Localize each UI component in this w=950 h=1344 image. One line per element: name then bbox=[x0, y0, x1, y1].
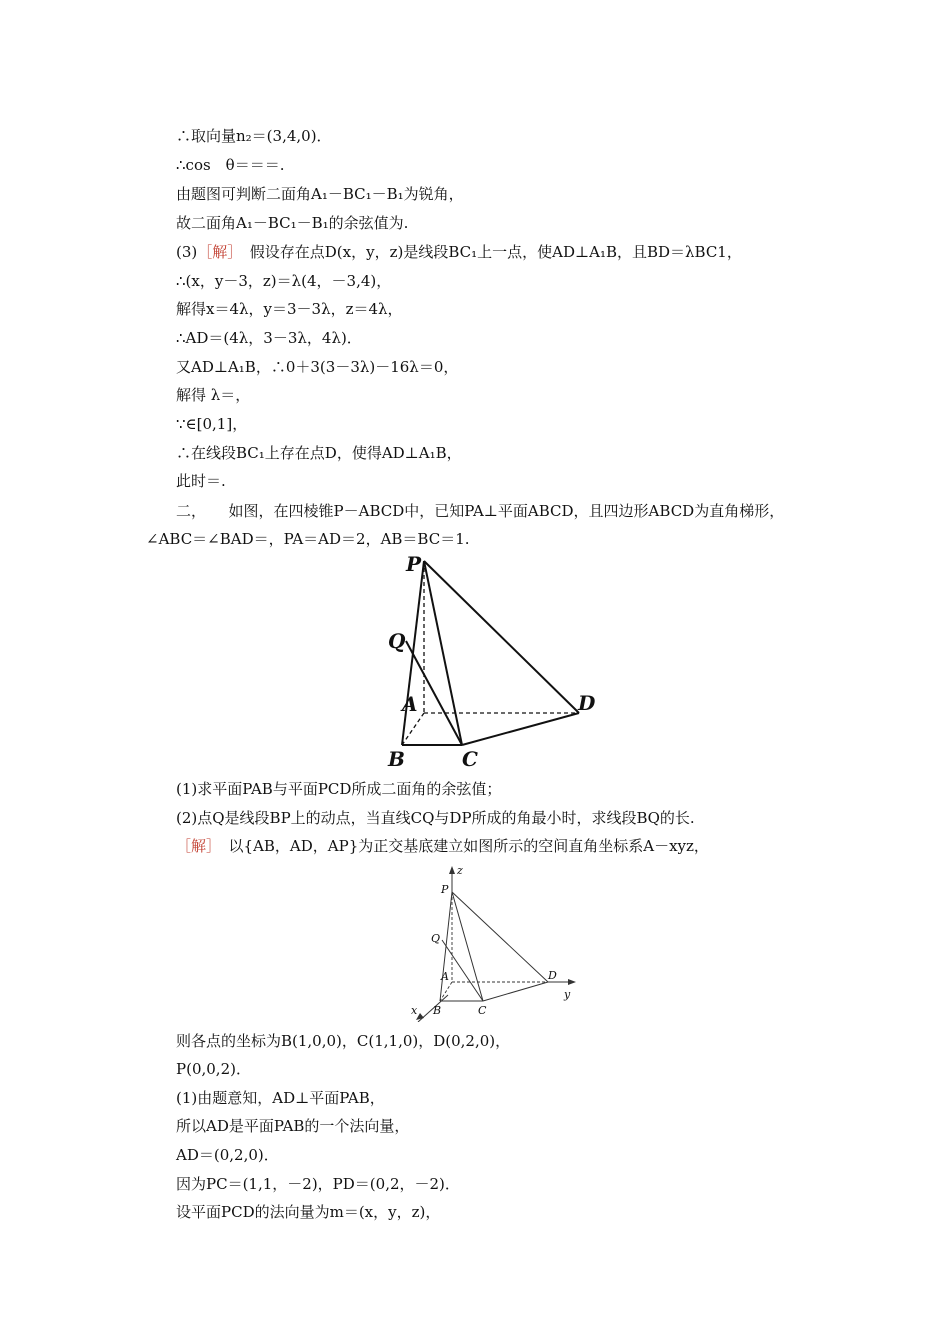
label-d: D bbox=[578, 691, 596, 715]
text-line: ∠ABC＝∠BAD＝，PA＝AD＝2，AB＝BC＝1. bbox=[146, 530, 470, 548]
label-b: B bbox=[388, 747, 405, 770]
text-line: 此时＝. bbox=[176, 472, 226, 490]
label-p: P bbox=[441, 883, 449, 896]
text-line: ∴(x，y－3，z)＝λ(4，－3,4)， bbox=[176, 272, 392, 290]
text-line: 则各点的坐标为B(1,0,0)，C(1,1,0)，D(0,2,0)， bbox=[176, 1032, 511, 1050]
label-c: C bbox=[462, 747, 478, 770]
text-line: (2)点Q是线段BP上的动点，当直线CQ与DP所成的角最小时，求线段BQ的长. bbox=[176, 809, 695, 827]
text-line: ∵∈[0,1]， bbox=[176, 415, 248, 433]
text-line-content: 假设存在点D(x，y，z)是线段BC₁上一点，使AD⊥A₁B，且BD＝λBC1， bbox=[249, 243, 742, 261]
text-line: 又AD⊥A₁B，∴0＋3(3－3λ)－16λ＝0， bbox=[176, 358, 459, 376]
coordinate-figure bbox=[408, 862, 578, 1022]
axis-label-z: z bbox=[457, 864, 463, 877]
solution-tag: ［解］ bbox=[176, 837, 214, 855]
text-line: AD＝(0,2,0)． bbox=[176, 1146, 279, 1164]
text-line: ∴cos θ＝＝＝. bbox=[176, 156, 285, 174]
text-line: 解得x＝4λ，y＝3－3λ，z＝4λ， bbox=[176, 300, 403, 318]
text-line: 故二面角A₁－BC₁－B₁的余弦值为. bbox=[176, 214, 409, 232]
text-line bbox=[176, 836, 709, 856]
text-line: 因为PC＝(1,1，－2)，PD＝(0,2，－2)． bbox=[176, 1175, 460, 1193]
label-a: A bbox=[402, 692, 418, 716]
text-line: 解得 λ＝， bbox=[176, 386, 251, 404]
label-q: Q bbox=[431, 932, 441, 945]
text-line: 设平面PCD的法向量为m＝(x，y，z)， bbox=[176, 1203, 441, 1221]
text-line-content: 如图，在四棱锥P－ABCD中，已知PA⊥平面ABCD，且四边形ABCD为直角梯形， bbox=[228, 502, 785, 520]
pyramid-diagram bbox=[382, 553, 598, 770]
label-p: P bbox=[406, 553, 422, 576]
part-number: (3) bbox=[176, 243, 198, 261]
problem-number: 二， bbox=[176, 502, 199, 520]
text-line bbox=[176, 501, 784, 521]
label-a: A bbox=[441, 970, 449, 983]
coordinate-diagram bbox=[408, 862, 578, 1022]
text-line-content: 以{AB，AD，AP}为正交基底建立如图所示的空间直角坐标系A－xyz， bbox=[228, 837, 709, 855]
text-line: ∴在线段BC₁上存在点D，使得AD⊥A₁B， bbox=[176, 444, 462, 462]
text-line: ∴取向量n₂＝(3,4,0)． bbox=[176, 127, 332, 145]
solution-tag: ［解］ bbox=[197, 243, 235, 261]
text-line: 由题图可判断二面角A₁－BC₁－B₁为锐角， bbox=[176, 185, 464, 203]
text-line: 所以AD是平面PAB的一个法向量， bbox=[176, 1117, 410, 1135]
axis-label-x: x bbox=[411, 1004, 418, 1017]
text-line bbox=[176, 242, 742, 262]
axis-label-y: y bbox=[564, 988, 571, 1001]
label-b: B bbox=[433, 1004, 442, 1017]
label-d: D bbox=[548, 969, 557, 982]
pyramid-figure bbox=[382, 553, 598, 770]
text-line: P(0,0,2)． bbox=[176, 1060, 251, 1078]
text-line: (1)由题意知，AD⊥平面PAB， bbox=[176, 1089, 385, 1107]
text-line: (1)求平面PAB与平面PCD所成二面角的余弦值； bbox=[176, 780, 502, 798]
text-line: ∴AD＝(4λ，3－3λ，4λ)． bbox=[176, 329, 362, 347]
label-q: Q bbox=[388, 629, 406, 653]
label-c: C bbox=[478, 1004, 487, 1017]
